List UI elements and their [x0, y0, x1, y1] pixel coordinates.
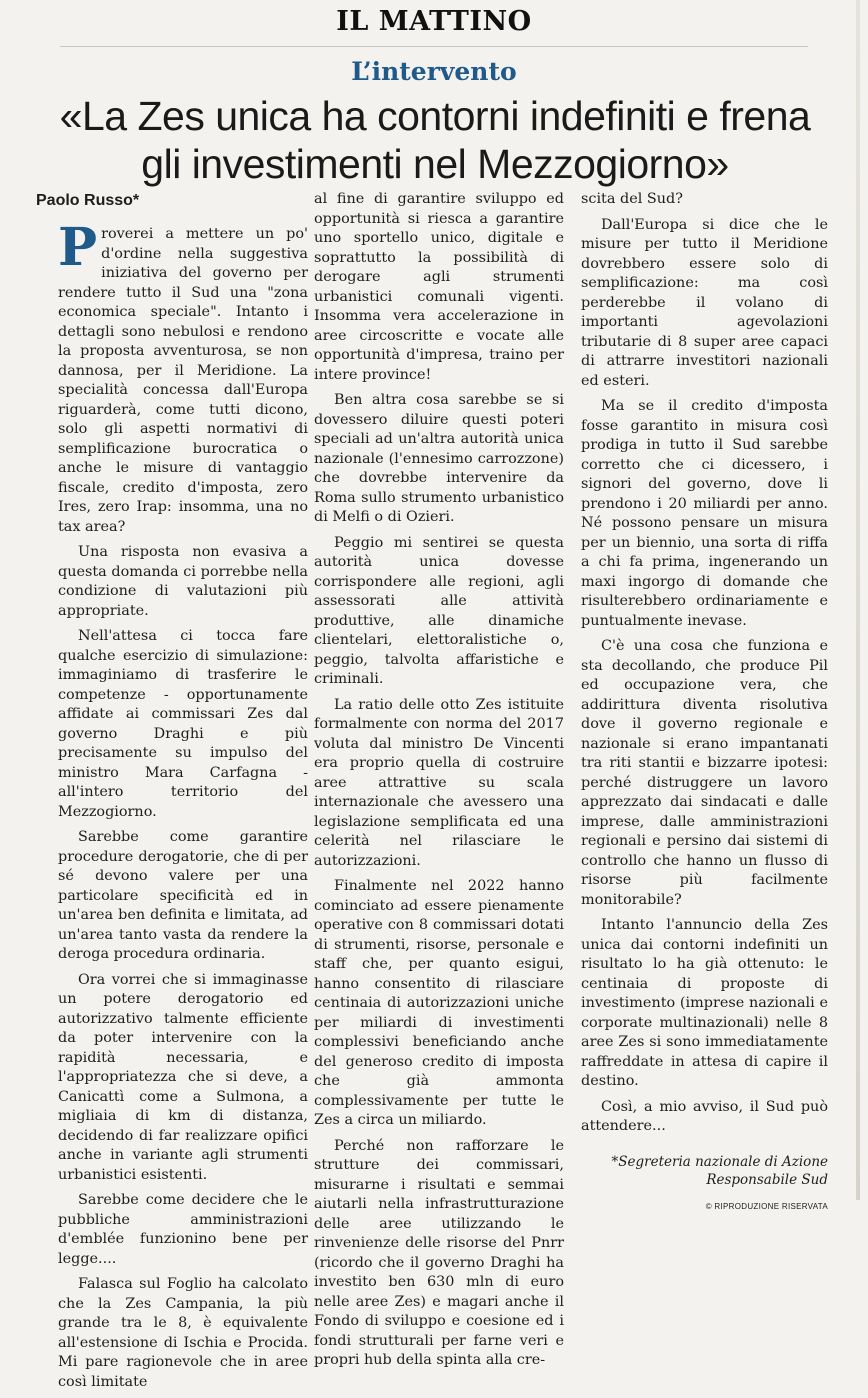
paragraph: La ratio delle otto Zes istituite formalmente con norma del 2017 voluta dal ministro De Vincenti era proprio quella di costruire aree attrattive su scala internazionale che avessero una legislazione semplificata ed una celerità nel rilasciare le autorizzazioni.	[314, 696, 564, 869]
paragraph: Così, a mio avviso, il Sud può attendere...	[581, 1098, 828, 1134]
author-byline: Paolo Russo*	[36, 192, 140, 209]
paragraph: Intanto l'annuncio della Zes unica dai contorni indefiniti un risultato lo ha già ottenuto: le centinaia di proposte di investimento (imprese nazionali e corporate multinazionali) nelle 8 aree Zes si sono immediatamente raffreddate in attesa di capire il destino.	[581, 917, 828, 1089]
headline: «La Zes unica ha contorni indefiniti e frena gli investimenti nel Mezzogiorno»	[59, 93, 811, 187]
paragraph: Sarebbe come garantire procedure derogatorie, che di per sé devono valere per una particolare specificità ed in un'area ben definita e limitata, ad un'area tanto vasta da rendere la deroga procedura ordinaria.	[58, 829, 308, 962]
paragraph: Dall'Europa si dice che le misure per tutto il Meridione dovrebbero essere solo di semplificazione: ma così perderebbe il volano di importanti agevolazioni tributarie di 8 super aree capaci di attrarre investitori nazionali ed esteri.	[581, 216, 828, 389]
author-note-line: Responsabile Sud	[706, 1171, 828, 1188]
paragraph: Perché non rafforzare le strutture dei commissari, misurarne i risultati e semmai aiutarli nella infrastrutturazione delle aree utilizzando le rinvenienze delle risorse del Pnrr (ricordo che il governo Draghi ha investito ben 630 mln di euro nelle aree Zes) e magari anche il Fondo di sviluppo e coesione ed i fondi strutturali per farne veri e propri hub della spinta alla cre-	[314, 1137, 564, 1368]
page-edge	[856, 0, 860, 1200]
dropcap: P	[58, 217, 98, 278]
paragraph: Nell'attesa ci tocca fare qualche esercizio di simulazione: immaginiamo di trasferire le competenze - opportunamente affidate ai commissari Zes dal governo Draghi e più precisamente su impulso del ministro Mara Carfagna - all'intero territorio del Mezzogiorno.	[58, 628, 308, 820]
paragraph: Ora vorrei che si immaginasse un potere derogatorio ed autorizzativo talmente efficiente da poter intervenire con la rapidità necessaria, e l'appropriatezza che si deve, a Canicattì come a Sulmona, a migliaia di km di distanza, decidendo di far realizzare opifici anche in variante agli strumenti urbanistici esistenti.	[58, 971, 308, 1183]
paragraph	[58, 217, 308, 537]
author-note	[581, 1153, 828, 1189]
paragraph: scita del Sud?	[581, 191, 683, 207]
article-column-1	[58, 217, 308, 1398]
paragraph: Sarebbe come decidere che le pubbliche amministrazioni d'emblée funzionino bene per legge....	[58, 1192, 308, 1267]
author-note-line: *Segreteria nazionale di Azione	[611, 1153, 828, 1170]
masthead-logo	[0, 6, 868, 37]
copyright-notice: © RIPRODUZIONE RISERVATA	[705, 1201, 828, 1211]
section-label: L’intervento	[351, 57, 517, 86]
article-column-3	[581, 190, 828, 1216]
paragraph: Una risposta non evasiva a questa domanda ci porrebbe nella condizione di valutazioni più appropriate.	[58, 544, 308, 619]
paragraph: al fine di garantire sviluppo ed opportunità si riesca a garantire uno sportello unico, digitale e soprattutto la possibilità di derogare agli strumenti urbanistici comunali vigenti. Insomma vera accelerazione in aree circoscritte e vocate alle opportunità d'impresa, traino per intere province!	[314, 191, 564, 383]
masthead-title: IL MATTINO	[336, 6, 532, 37]
paragraph: Finalmente nel 2022 hanno cominciato ad essere pienamente operative con 8 commissari dotati di strumenti, risorse, personale e staff che, per quanto esigui, hanno consentito di rilasciare centinaia di autorizzazioni uniche per miliardi di investimenti complessivi beneficiando anche del generoso credito di imposta che già ammonta complessivamente per tutte le Zes a circa un miliardo.	[314, 878, 564, 1128]
masthead-rule	[60, 46, 808, 47]
paragraph: Falasca sul Foglio ha calcolato che la Zes Campania, la più grande tra le 8, è equivalente all'estensione di Ischia e Procida. Mi pare ragionevole che in aree così limitate	[58, 1276, 308, 1390]
paragraph: C'è una cosa che funziona e sta decollando, che produce Pil ed occupazione vera, che addirittura diventa risolutiva dove il governo regionale e nazionale si erano impantanati tra riti stantii e bizzarre ipotesi: perché distruggere un lavoro apprezzato dai sindacati e dalle imprese, dalle amministrazioni regionali e persino dai sistemi di controllo che hanno un flusso di risorse più facilmente monitorabile?	[581, 638, 828, 908]
paragraph: Peggio mi sentirei se questa autorità unica dovesse corrispondere alle regioni, agli assessorati alle attività produttive, alle dinamiche clientelari, elettoralistiche o, peggio, talvolta affaristiche e criminali.	[314, 534, 564, 687]
paragraph: Ma se il credito d'imposta fosse garantito in misura così prodiga in tutto il Sud sarebbe corretto che ci dicessero, i signori del governo, dove li prendono i 20 miliardi per anno. Né possono pensare un misura per un biennio, una sorta di riffa a chi fa prima, ingenerando un maxi ingorgo di domande che risulterebbero ordinariamente e puntualmente inevase.	[581, 398, 828, 629]
article-column-2	[314, 190, 564, 1377]
paragraph: Ben altra cosa sarebbe se si dovessero diluire questi poteri speciali ad un'altra autorità unica nazionale (l'ennesimo carrozzone) che dovrebbe intervenire da Roma sullo strumento urbanistico di Melfi o di Ozieri.	[314, 392, 564, 525]
paragraph-text: roverei a mettere un po' d'ordine nella suggestiva iniziativa del governo per rendere tutto il Sud una "zona economica speciale". Intanto i dettagli sono nebulosi e rendono la proposta avventurosa, se non dannosa, per il Meridione. La specialità concessa dall'Europa riguarderà, come tutti dicono, solo gli aspetti normativi di semplificazione burocratica o anche le misure di vantaggio fiscale, credito d'imposta, zero Ires, zero Irap: insomma, una no tax area?	[58, 226, 308, 535]
